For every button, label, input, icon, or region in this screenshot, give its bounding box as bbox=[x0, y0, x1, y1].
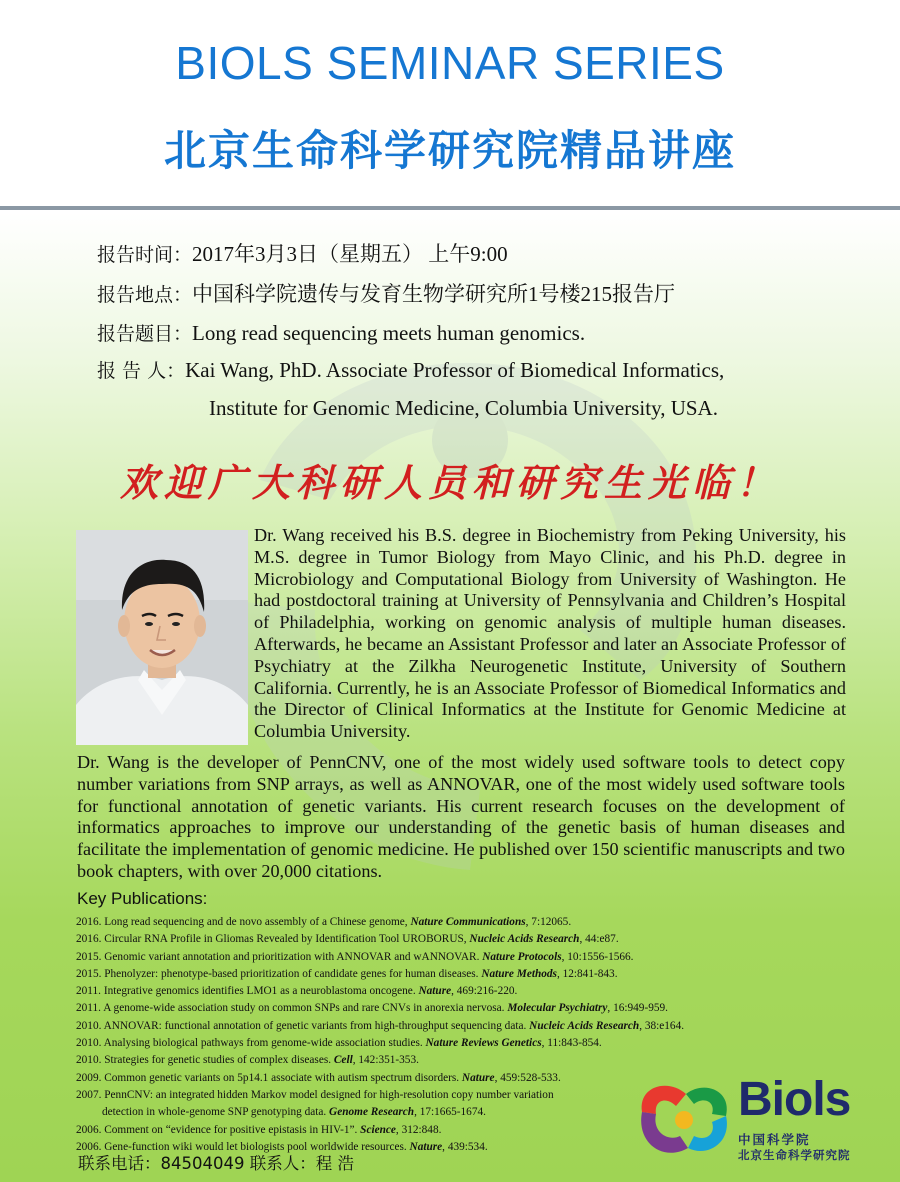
publication-item: 2009. Common genetic variants on 5p14.1 associate with autism spectrum disorders. Nature, 459:528-533. bbox=[76, 1071, 561, 1084]
info-time-row bbox=[97, 244, 508, 265]
series-title-en: BIOLS SEMINAR SERIES bbox=[175, 37, 725, 89]
speaker-line1: Kai Wang, PhD. Associate Professor of Biomedical Informatics, bbox=[185, 358, 725, 382]
publications-list bbox=[76, 914, 685, 1156]
publication-item: 2007. PennCNV: an integrated hidden Markov model designed for high-resolution copy number variation detection in whole-genome SNP genotyping data. Genome Research, 17:1665-1674. bbox=[76, 1088, 554, 1119]
info-speaker-row bbox=[97, 360, 724, 381]
publication-item: 2010. Analysing biological pathways from genome-wide association studies. Nature Reviews Genetics, 11:843-854. bbox=[76, 1037, 602, 1050]
publication-item: 2010. Strategies for genetic studies of complex diseases. Cell, 142:351-353. bbox=[76, 1054, 419, 1067]
topic-value: Long read sequencing meets human genomics. bbox=[192, 321, 586, 345]
logo-cn-line1: 中国科学院 bbox=[738, 1132, 811, 1147]
bio-paragraph-2: Dr. Wang is the developer of PennCNV, one of the most widely used software tools to detect copy number variations from SNP arrays, as well as ANNOVAR, one of the most widely used software tools for functional annotation of genetic variants. His current research focuses on the development of informatics approaches to improve our understanding of the genetic basis of human diseases and facilitate the implementation of genomic medicine. He published over 150 scientific manuscripts and two book chapters, with over 20,000 citations. bbox=[77, 752, 845, 881]
info-place-row bbox=[97, 284, 675, 305]
time-value: 2017年3月3日（星期五） 上午9:00 bbox=[192, 242, 508, 266]
speaker-photo bbox=[76, 530, 248, 745]
speaker-label: 报 告 人： bbox=[97, 360, 186, 382]
publication-item: 2011. Integrative genomics identifies LMO1 as a neuroblastoma oncogene. Nature, 469:216-220. bbox=[76, 985, 518, 998]
time-label: 报告时间： bbox=[97, 244, 193, 266]
publication-item: 2015. Phenolyzer: phenotype-based prioritization of candidate genes for human diseases. Nature Methods, 12:841-843. bbox=[76, 967, 618, 980]
publication-item: 2016. Long read sequencing and de novo assembly of a Chinese genome, Nature Communications, 7:12065. bbox=[76, 916, 572, 928]
publication-item: 2010. ANNOVAR: functional annotation of genetic variants from high-throughput sequencing data. Nucleic Acids Research, 38:e164. bbox=[76, 1019, 685, 1032]
header-divider bbox=[0, 206, 900, 210]
header-band bbox=[0, 0, 900, 205]
series-title-cn: 北京生命科学研究院精品讲座 bbox=[163, 126, 736, 175]
welcome-banner: 欢迎广大科研人员和研究生光临！ bbox=[119, 460, 780, 505]
logo-cn-line2: 北京生命科学研究院 bbox=[738, 1148, 851, 1162]
publications-heading: Key Publications: bbox=[77, 889, 208, 908]
publication-item: 2006. Comment on “evidence for positive epistasis in HIV-1”. Science, 312:848. bbox=[76, 1123, 442, 1136]
publication-item: 2016. Circular RNA Profile in Gliomas Revealed by Identification Tool UROBORUS, Nucleic Acids Research, 44:e87. bbox=[76, 933, 619, 946]
publication-item: 2015. Genomic variant annotation and prioritization with ANNOVAR and wANNOVAR. Nature Protocols, 10:1556-1566. bbox=[76, 950, 634, 963]
publication-item: 2011. A genome-wide association study on common SNPs and rare CNVs in anorexia nervosa. Molecular Psychiatry, 16:949-959. bbox=[76, 1002, 668, 1015]
contact-info: 联系电话：84504049 联系人：程 浩 bbox=[78, 1154, 354, 1173]
place-label: 报告地点： bbox=[97, 284, 193, 306]
topic-label: 报告题目： bbox=[97, 323, 193, 345]
place-value: 中国科学院遗传与发育生物学研究所1号楼215报告厅 bbox=[192, 282, 676, 306]
bio-paragraph-1: Dr. Wang received his B.S. degree in Biochemistry from Peking University, his M.S. degree in Tumor Biology from Mayo Clinic, and his Ph.D. degree in Microbiology and Computational Biology from University of Washington. He had postdoctoral training at University of Pennsylvania and Children’s Hospital of Philadelphia, working on genomic analysis of multiple human diseases. Afterwards, he became an Assistant Professor and later an Associate Professor of Psychiatry at the Zilkha Neurogenetic Institute, University of Southern California. Currently, he is an Associate Professor of Biomedical Informatics and the Director of Clinical Informatics at the Institute for Genomic Medicine at Columbia University. bbox=[254, 525, 846, 742]
speaker-line2: Institute for Genomic Medicine, Columbia University, USA. bbox=[209, 396, 718, 420]
info-topic-row bbox=[97, 323, 585, 344]
publication-item: 2006. Gene-function wiki would let biologists pool worldwide resources. Nature, 439:534. bbox=[76, 1140, 488, 1153]
logo-wordmark: Biols bbox=[738, 1073, 851, 1126]
